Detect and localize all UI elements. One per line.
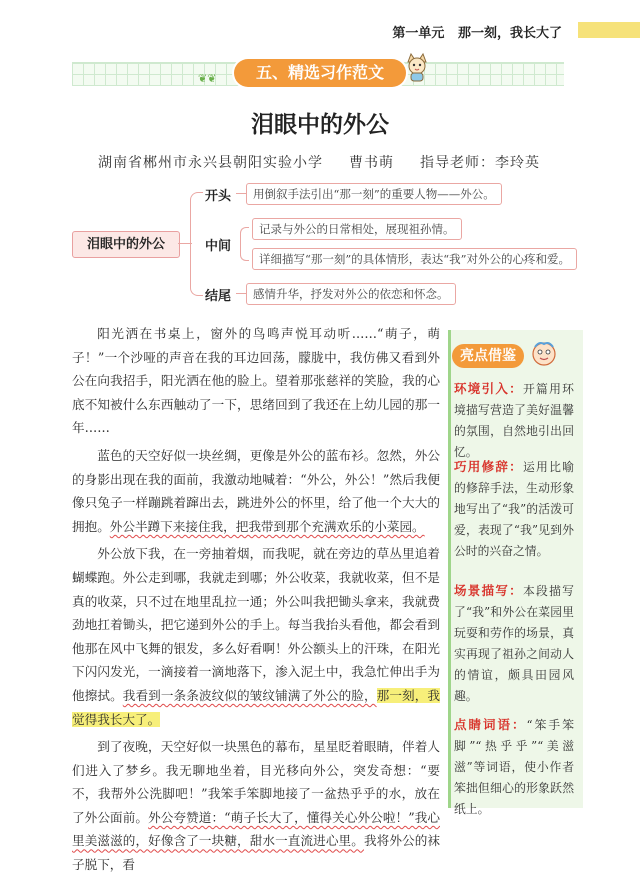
note-label: 点睛词语： [454,717,527,732]
essay-body [72,322,440,881]
paragraph [72,322,440,440]
branch-connector [236,193,246,194]
branch-label-opening: 开头 [205,189,232,204]
note-text: 运用比喻的修辞手法，生动形象地写出了“我”的活泼可爱，表现了“我”见到外公时的兴奋之情。 [454,460,574,558]
cat-mascot-icon [404,52,430,82]
branch-label-middle: 中间 [205,239,232,254]
note-label: 巧用修辞： [454,459,523,474]
branch-item: 记录与外公的日常相处，展现祖孙情。 [252,218,462,240]
underlined-text: 我看到一条条波纹似的皱纹铺满了外公的脸， [122,687,377,703]
branch-item: 用倒叙手法引出“那一刻”的重要人物——外公。 [246,183,502,205]
paragraph-text: 外公放下我，在一旁抽着烟，而我呢，就在旁边的草丛里追着蝴蝶跑。外公走到哪，我就走到哪；外公收菜，我就收菜，但不是真的收菜，只不过在地里乱拉一通；外公叫我把锄头拿来，我就费劲地扛着锄头，把它递到外公的手上。每当我抬头看他，都会看到他那在风中飞舞的银发，多么好看啊！外公额头上的汗珠，在阳光下闪闪发光，一滴接着一滴地落下，渗入泥土中，我急忙伸出手为他擦拭。 [72,546,440,703]
mindmap-sub-bracket [240,227,249,261]
paragraph-text: 蓝色的天空好似一块丝绸，更像是外公的蓝布衫。忽然，外公的身影出现在我的面前，我激动地喊着：“外公，外公！”然后我便像只兔子一样蹦跳着蹿出去，跳进外公的怀里，给了他一个大大的拥抱。 [72,447,440,534]
mindmap-main-bracket [190,192,203,296]
sidebar-note [454,714,574,820]
sprig-icon: ❦❦ [198,72,217,85]
school-name: 湖南省郴州市永兴县朝阳实验小学 [98,155,323,171]
note-text: 开篇用环境描写营造了美好温馨的氛围，自然地引出回忆。 [454,382,574,459]
paragraph-text: 阳光洒在书桌上，窗外的鸟鸣声悦耳动听……“萌子，萌子！”一个沙哑的声音在我的耳边回荡，朦胧中，我仿佛又看到外公在向我招手，阳光洒在他的脸上。望着那张慈祥的笑脸，我的心底不知被什么东西触动了一下，思绪回到了我还在上幼儿园的那一年…… [72,326,440,436]
note-label: 场景描写： [454,583,523,598]
article-title: 泪眼中的外公 [251,112,389,138]
branch-item: 详细描写“那一刻”的具体情形，表达“我”对外公的心疼和爱。 [252,248,577,270]
sidebar-note [454,580,574,707]
running-header [392,22,562,41]
mascot-icon [530,340,558,368]
paragraph-text: 我将外公的袜子脱下，看 [72,833,441,873]
section-label: 五、精选习作范文 [234,59,406,87]
header-accent-bar [578,22,640,38]
note-text: 本段描写了“我”和外公在菜园里玩耍和劳作的场景，真实再现了祖孙之间动人的情谊，颇具田园风趣。 [454,584,574,703]
paragraph [72,444,440,538]
sidebar-title: 亮点借鉴 [452,344,524,368]
branch-label-ending: 结尾 [205,289,232,304]
underlined-text: 外公夸赞道：“萌子长大了，懂得关心外公啦！”我心里美滋滋的，好像含了一块糖，甜水一直流进心里。 [72,809,440,849]
paragraph-text: 到了夜晚，天空好似一块黑色的幕布，星星眨着眼睛，伴着人们进入了梦乡。我无聊地坐着，目光移向外公，突发奇想：“要不，我帮外公洗脚吧！”我笨手笨脚地接了一盆热乎乎的水，放在了外公面前。 [72,739,440,825]
sidebar-note [454,456,574,562]
paragraph [72,542,440,731]
unit-label: 第一单元 [392,26,445,41]
mindmap-root: 泪眼中的外公 [72,231,180,258]
note-text: “笨手笨脚”“热乎乎”“美滋滋”等词语，使小作者笨拙但细心的形象跃然纸上。 [454,718,574,816]
sidebar-note [454,378,574,463]
author-name: 曹书萌 [349,155,394,171]
teacher-name: 指导老师：李玲英 [420,155,540,171]
branch-connector [236,293,246,294]
paragraph [72,735,440,877]
underlined-text: 外公半蹲下来接住我，把我带到那个充满欢乐的小菜园。 [109,518,425,534]
byline [98,152,566,172]
unit-title: 那一刻，我长大了 [457,26,562,41]
note-label: 环境引入： [454,381,523,396]
branch-item: 感情升华，抒发对外公的依恋和怀念。 [246,283,456,305]
highlighted-text: 那一刻，我觉得我长大了。 [72,687,441,727]
